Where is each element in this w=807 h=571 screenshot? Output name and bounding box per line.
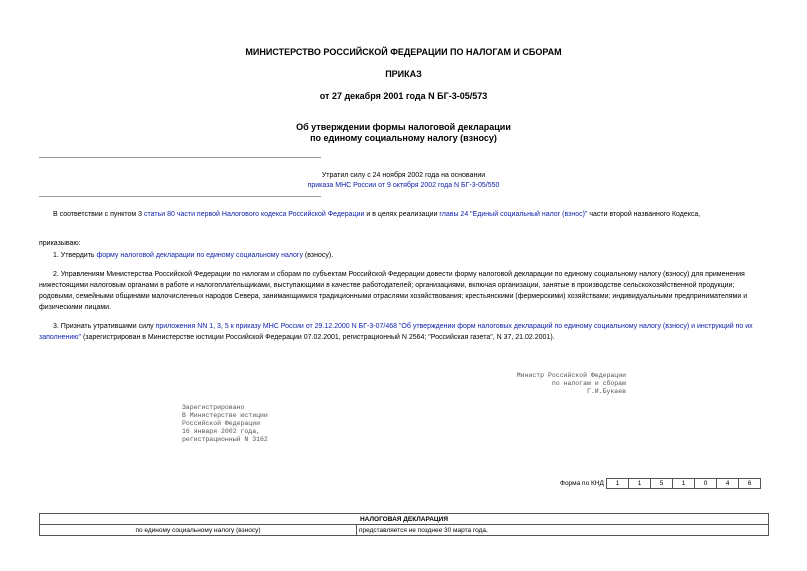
knd-label: Форма по КНД [560,480,604,487]
preamble-link-chapter-24[interactable]: главы 24 "Единый социальный налог (взнос)" [439,211,588,218]
preamble-text-1: В соответствии с пунктом 3 [53,211,145,218]
declaration-right-cell: представляется не позднее 30 марта года, [357,525,769,536]
preamble-paragraph [53,209,793,220]
item-3-text: 3. Признать утратившими силу [53,323,156,330]
divider-top [39,157,321,158]
signature-line-2: по налогам и сборам [551,380,626,387]
registration-line-2: В Министерстве юстиции [182,412,268,419]
knd-digit: 4 [717,479,739,489]
item-3-line-1 [53,321,753,332]
knd-digit: 0 [695,479,717,489]
declaration-title: НАЛОГОВАЯ ДЕКЛАРАЦИЯ [40,514,769,525]
preamble-text-2: и в целях реализации [364,211,440,218]
registration-line-4: 16 января 2002 года, [182,428,261,435]
item-2-line-1: 2. Управлениям Министерства Российской Федерации по налогам и сборам по субъектам Российской Федерации довести форму налоговой декларации по единому социальному налогу (взносу) для применения [53,271,745,278]
knd-digit: 1 [629,479,651,489]
item-2-line-4: физическими лицами. [39,304,112,311]
title-line-2: по единому социальному налогу (взносу) [310,133,497,143]
signature-line-1: Министр Российской Федерации [516,372,626,379]
item-3-link-cont[interactable]: заполнению" [39,334,81,341]
registration-line-3: Российской Федерации [182,420,261,427]
order-word: приказываю: [39,240,81,247]
item-1 [53,250,333,261]
divider-bottom [39,196,321,197]
knd-digit: 6 [739,479,761,489]
item-3-link[interactable]: приложения NN 1, 3, 5 к приказу МНС России от 29.12.2000 N БГ-3-07/468 "Об утверждении форм налоговых деклараций по единому социальному налогу (взносу) и инструкций по их [155,323,753,330]
preamble-link-tax-code[interactable]: статьи 80 части первой Налогового кодекса Российской Федерации [144,211,365,218]
item-2-line-2: нижестоящими налоговым органами в работе и налогоплательщиками, выступающими в качестве работодателей; организациями, включая организации, занятые в производстве сельскохозяйственной продукции; [39,282,735,289]
preamble-text-3: части второй названного Кодекса, [587,211,701,218]
date-number-heading: от 27 декабря 2001 года N БГ-3-05/573 [319,91,488,101]
declaration-left-cell: по единому социальному налогу (взносу) [40,525,357,536]
item-3-tail: (зарегистрирован в Министерстве юстиции Российской Федерации 07.02.2001, регистрационный N 2564; "Российская газета", N 37, 21.02.2001). [81,334,555,341]
knd-digit: 1 [607,479,629,489]
registration-line-5: регистрационный N 3162 [182,436,268,443]
doc-type-heading: ПРИКАЗ [385,69,422,79]
declaration-table [39,513,769,536]
ministry-heading: МИНИСТЕРСТВО РОССИЙСКОЙ ФЕДЕРАЦИИ ПО НАЛОГАМ И СБОРАМ [245,47,562,57]
signature-line-3: Г.И.Букаев [586,388,626,395]
item-3-line-2 [39,332,555,343]
item-2-line-3: родовыми, семейными общинами малочисленных народов Севера, занимающимися традиционными отраслями хозяйствования; крестьянскими (фермерскими) хозяйствами; индивидуальными предпринимателями и [39,293,748,300]
title-line-1: Об утверждении формы налоговой декларации [296,122,511,132]
registration-line-1: Зарегистрировано [182,404,245,411]
item-1-link[interactable]: форму налоговой декларации по единому социальному налогу [96,252,303,259]
registration-block [182,404,268,444]
knd-digit: 5 [651,479,673,489]
item-1-text: 1. Утвердить [53,252,97,259]
item-1-tail: (взносу). [302,252,334,259]
status-line-1: Утратил силу с 24 ноября 2002 года на основании [321,172,486,179]
knd-digit: 1 [673,479,695,489]
status-link[interactable]: приказа МНС России от 9 октября 2002 года N БГ-3-05/550 [307,182,500,189]
signature-block [506,372,626,396]
knd-code-table [606,478,761,489]
